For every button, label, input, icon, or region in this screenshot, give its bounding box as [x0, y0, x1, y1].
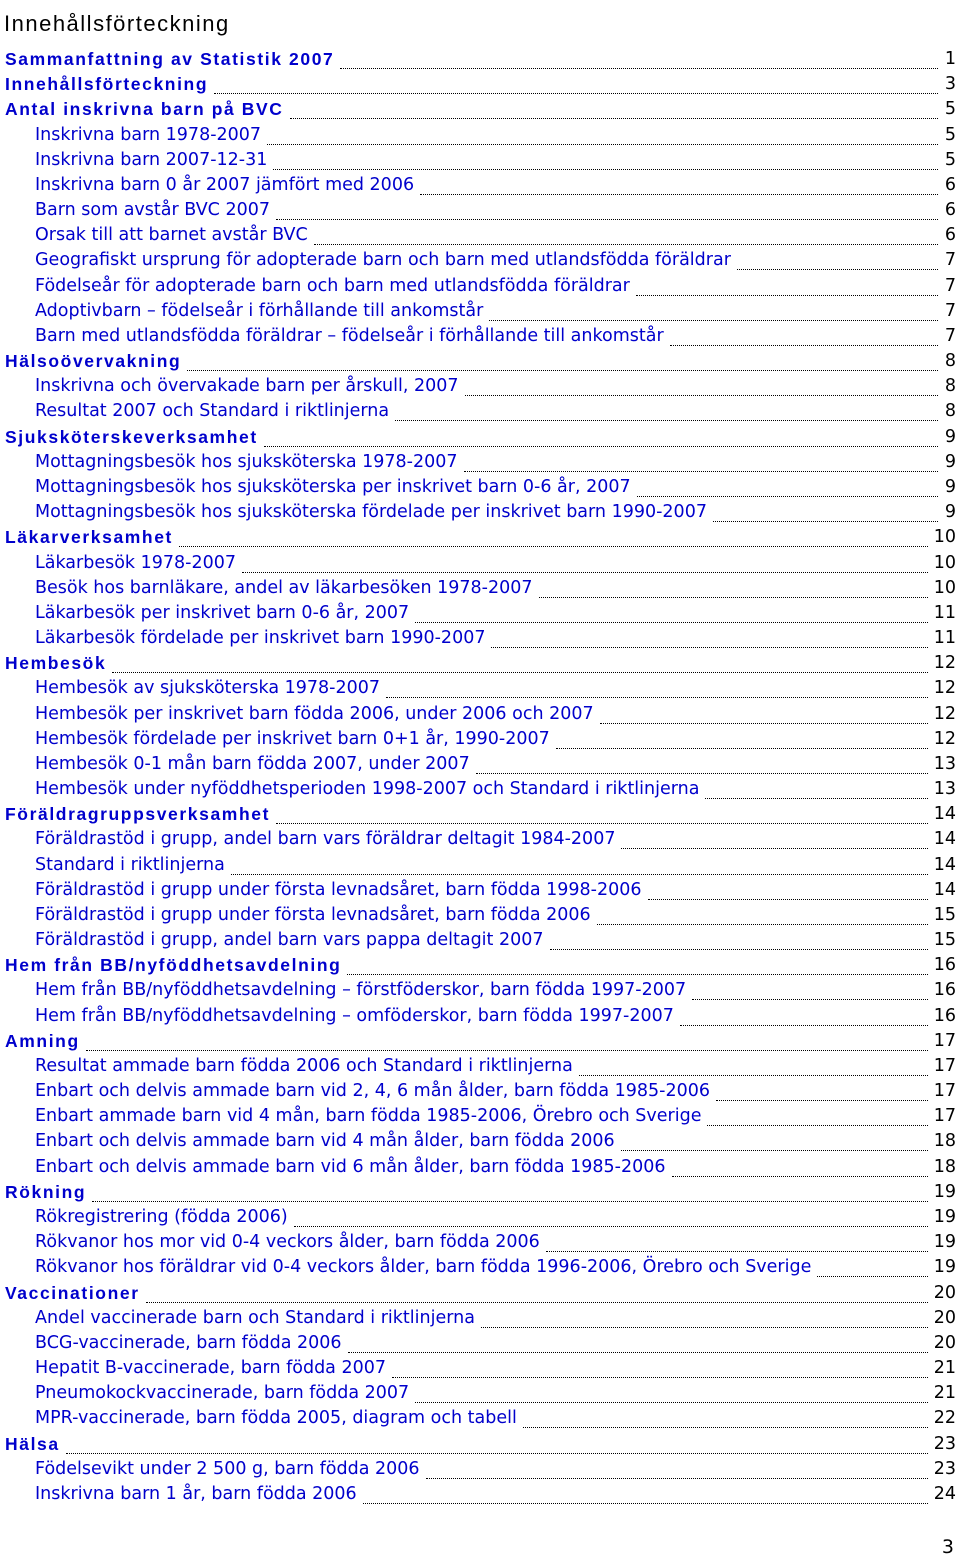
- dot-leader: [231, 858, 928, 875]
- toc-section-link[interactable]: [0, 1431, 960, 1456]
- toc-entry-title[interactable]: Inskrivna och övervakade barn per årskull, 2007: [35, 376, 459, 397]
- toc-entry-title[interactable]: Inskrivna barn 0 år 2007 jämfört med 2006: [35, 174, 415, 195]
- toc-entry-title[interactable]: Sammanfattning av Statistik 2007: [5, 49, 335, 70]
- toc-subsection-link[interactable]: [0, 550, 960, 575]
- toc-entry-title[interactable]: Hem från BB/nyföddhetsavdelning: [5, 955, 342, 976]
- toc-subsection-link[interactable]: [0, 1457, 960, 1482]
- toc-entry-page-number[interactable]: 17: [933, 1106, 956, 1127]
- toc-entry-title[interactable]: Rökvanor hos föräldrar vid 0-4 veckors ålder, barn födda 1996-2006, Örebro och Sverige: [35, 1257, 812, 1278]
- toc-subsection-link[interactable]: [0, 1331, 960, 1356]
- dot-leader: [264, 430, 938, 447]
- dot-leader: [597, 908, 928, 925]
- toc-entry-title[interactable]: Resultat ammade barn födda 2006 och Standard i riktlinjerna: [35, 1055, 573, 1076]
- dot-leader: [214, 77, 938, 94]
- toc-subsection-link[interactable]: [0, 1306, 960, 1331]
- dot-leader: [465, 379, 939, 396]
- toc-entry-page-number[interactable]: 3: [944, 74, 956, 95]
- toc-entry-title[interactable]: BCG-vaccinerade, barn födda 2006: [35, 1332, 342, 1353]
- toc-entry-title[interactable]: Orsak till att barnet avstår BVC: [35, 225, 308, 246]
- toc-entry-title[interactable]: Pneumokockvaccinerade, barn födda 2007: [35, 1383, 410, 1404]
- toc-entry-page-number[interactable]: 6: [944, 225, 956, 246]
- dot-leader: [481, 1311, 928, 1328]
- dot-leader: [290, 102, 938, 119]
- toc-entry-title[interactable]: Hembesök per inskrivet barn födda 2006, under 2006 och 2007: [35, 703, 594, 724]
- toc-subsection-link[interactable]: [0, 1381, 960, 1406]
- toc-entry-page-number[interactable]: 24: [933, 1483, 956, 1504]
- dot-leader: [621, 1134, 928, 1151]
- toc-entry-page-number[interactable]: 9: [944, 426, 956, 447]
- dot-leader: [692, 983, 928, 1000]
- toc-subsection-link[interactable]: [0, 299, 960, 324]
- dot-leader: [680, 1009, 928, 1026]
- dot-leader: [340, 52, 938, 69]
- toc-subsection-link[interactable]: [0, 827, 960, 852]
- toc-entry-title[interactable]: Mottagningsbesök hos sjuksköterska per inskrivet barn 0-6 år, 2007: [35, 477, 631, 497]
- toc-entry-page-number[interactable]: 10: [933, 577, 956, 598]
- toc-subsection-link[interactable]: [0, 1104, 960, 1129]
- toc-subsection-link[interactable]: [0, 752, 960, 777]
- toc-entry-title[interactable]: Inskrivna barn 1 år, barn födda 2006: [35, 1483, 357, 1504]
- toc-entry-title[interactable]: Besök hos barnläkare, andel av läkarbesöken 1978-2007: [35, 577, 533, 598]
- toc-entry-page-number[interactable]: 8: [944, 376, 956, 397]
- toc-entry-page-number[interactable]: 19: [933, 1181, 956, 1202]
- toc-entry-title[interactable]: Rökning: [5, 1181, 87, 1202]
- toc-subsection-link[interactable]: [0, 475, 960, 500]
- toc-entry-title[interactable]: Läkarbesök 1978-2007: [35, 552, 237, 573]
- toc-entry-page-number[interactable]: 11: [933, 602, 956, 623]
- dot-leader: [294, 1210, 928, 1227]
- dot-leader: [491, 631, 927, 648]
- toc-entry-title[interactable]: Föräldragruppsverksamhet: [5, 804, 271, 825]
- toc-subsection-link[interactable]: [0, 1356, 960, 1381]
- toc-entry-page-number[interactable]: 6: [944, 200, 956, 221]
- toc-entry-page-number[interactable]: 5: [944, 149, 956, 170]
- toc-entry-title[interactable]: Hem från BB/nyföddhetsavdelning – omföderskor, barn födda 1997-2007: [35, 1005, 674, 1026]
- toc-entry-title[interactable]: Hembesök: [5, 653, 107, 674]
- toc-entry-page-number[interactable]: 5: [944, 124, 956, 145]
- toc-entry-title[interactable]: MPR-vaccinerade, barn födda 2005, diagram och tabell: [35, 1408, 517, 1429]
- dot-leader: [670, 329, 938, 346]
- toc-entry-title[interactable]: Barn som avstår BVC 2007: [35, 200, 271, 221]
- toc-entry-title[interactable]: Läkarbesök fördelade per inskrivet barn 1990-2007: [35, 628, 486, 649]
- toc-entry-page-number[interactable]: 14: [933, 829, 956, 850]
- toc-entry-title[interactable]: Enbart och delvis ammade barn vid 6 mån ålder, barn födda 1985-2006: [35, 1156, 666, 1177]
- toc-entry-title[interactable]: Innehållsförteckning: [5, 74, 209, 95]
- toc-entry-title[interactable]: Hembesök under nyföddhetsperioden 1998-2007 och Standard i riktlinjerna: [35, 779, 700, 800]
- toc-subsection-link[interactable]: [0, 500, 960, 525]
- dot-leader: [187, 354, 938, 371]
- dot-leader: [523, 1411, 928, 1428]
- toc-entry-title[interactable]: Föräldrastöd i grupp, andel barn vars pappa deltagit 2007: [35, 930, 544, 951]
- toc-section-link[interactable]: [0, 72, 960, 97]
- toc-subsection-link[interactable]: [0, 399, 960, 424]
- toc-entry-page-number[interactable]: 16: [933, 1005, 956, 1026]
- toc-section-link[interactable]: [0, 651, 960, 676]
- toc-subsection-link[interactable]: [0, 978, 960, 1003]
- toc-subsection-link[interactable]: [0, 1406, 960, 1431]
- toc-entry-page-number[interactable]: 6: [944, 174, 956, 195]
- toc-entry-page-number[interactable]: 12: [933, 703, 956, 724]
- dot-leader: [672, 1160, 928, 1177]
- toc-entry-title[interactable]: Föräldrastöd i grupp under första levnadsåret, barn födda 1998-2006: [35, 879, 642, 900]
- toc-entry-title[interactable]: Föräldrastöd i grupp, andel barn vars föräldrar deltagit 1984-2007: [35, 829, 616, 850]
- dot-leader: [415, 606, 928, 623]
- toc-entry-title[interactable]: Läkarbesök per inskrivet barn 0-6 år, 2007: [35, 602, 410, 623]
- toc-entry-page-number[interactable]: 21: [933, 1358, 956, 1379]
- dot-leader: [579, 1059, 928, 1076]
- toc-entry-title[interactable]: Hem från BB/nyföddhetsavdelning – förstföderskor, barn födda 1997-2007: [35, 980, 687, 1001]
- toc-entry-title[interactable]: Inskrivna barn 2007-12-31: [35, 149, 268, 170]
- toc-subsection-link[interactable]: [0, 1155, 960, 1180]
- toc-entry-title[interactable]: Inskrivna barn 1978-2007: [35, 124, 262, 145]
- dot-leader: [66, 1437, 928, 1454]
- toc-subsection-link[interactable]: [0, 1079, 960, 1104]
- toc-entry-page-number[interactable]: 18: [933, 1156, 956, 1177]
- toc-entry-page-number[interactable]: 11: [933, 628, 956, 649]
- toc-entry-page-number[interactable]: 17: [933, 1081, 956, 1102]
- toc-section-link[interactable]: [0, 47, 960, 72]
- toc-entry-page-number[interactable]: 12: [933, 728, 956, 749]
- toc-entry-title[interactable]: Enbart och delvis ammade barn vid 4 mån ålder, barn födda 2006: [35, 1131, 615, 1152]
- toc-subsection-link[interactable]: [0, 1054, 960, 1079]
- toc-entry-page-number[interactable]: 15: [933, 904, 956, 925]
- dot-leader: [546, 1235, 928, 1252]
- dot-leader: [347, 958, 927, 975]
- toc-entry-page-number[interactable]: 15: [933, 930, 956, 951]
- toc-subsection-link[interactable]: [0, 173, 960, 198]
- toc-entry-title[interactable]: Födelsevikt under 2 500 g, barn födda 2006: [35, 1458, 420, 1479]
- toc-entry-title[interactable]: Läkarverksamhet: [5, 527, 173, 548]
- toc-entry-title[interactable]: Hälsa: [5, 1433, 60, 1454]
- toc-entry-page-number[interactable]: 23: [933, 1433, 956, 1454]
- toc-entry-title[interactable]: Mottagningsbesök hos sjuksköterska 1978-2007: [35, 451, 458, 472]
- toc-entry-page-number[interactable]: 8: [944, 401, 956, 422]
- toc-subsection-link[interactable]: [0, 1482, 960, 1507]
- dot-leader: [86, 1034, 928, 1051]
- toc-subsection-link[interactable]: [0, 601, 960, 626]
- toc-entry-title[interactable]: Rökregistrering (födda 2006): [35, 1206, 288, 1227]
- page-title: Innehållsförteckning: [4, 10, 230, 36]
- dot-leader: [648, 883, 928, 900]
- toc-entry-page-number[interactable]: 14: [933, 879, 956, 900]
- toc-subsection-link[interactable]: [0, 1255, 960, 1280]
- toc-entry-title[interactable]: Adoptivbarn – födelseår i förhållande till ankomstår: [35, 300, 484, 321]
- dot-leader: [395, 404, 938, 421]
- toc-section-link[interactable]: [0, 97, 960, 122]
- toc-entry-page-number[interactable]: 17: [933, 1030, 956, 1051]
- dot-leader: [386, 681, 928, 698]
- toc-entry-page-number[interactable]: 10: [933, 552, 956, 573]
- dot-leader: [636, 279, 938, 296]
- toc-entry-page-number[interactable]: 18: [933, 1131, 956, 1152]
- toc-section-link[interactable]: [0, 525, 960, 550]
- dot-leader: [276, 203, 938, 220]
- dot-leader: [415, 1386, 928, 1403]
- toc-section-link[interactable]: [0, 1029, 960, 1054]
- toc-subsection-link[interactable]: [0, 1205, 960, 1230]
- dot-leader: [92, 1185, 928, 1202]
- dot-leader: [242, 556, 928, 573]
- toc-entry-title[interactable]: Enbart och delvis ammade barn vid 2, 4, 6 mån ålder, barn födda 1985-2006: [35, 1081, 711, 1102]
- dot-leader: [464, 455, 939, 472]
- toc-subsection-link[interactable]: [0, 878, 960, 903]
- toc-entry-page-number[interactable]: 1: [944, 49, 956, 70]
- dot-leader: [276, 807, 928, 824]
- dot-leader: [420, 178, 938, 195]
- toc-subsection-link[interactable]: [0, 1129, 960, 1154]
- dot-leader: [273, 153, 938, 170]
- toc-subsection-link[interactable]: [0, 676, 960, 701]
- toc-entry-page-number[interactable]: 13: [933, 779, 956, 800]
- toc-entry-page-number[interactable]: 19: [933, 1257, 956, 1278]
- dot-leader: [392, 1361, 928, 1378]
- toc-entry-page-number[interactable]: 21: [933, 1383, 956, 1404]
- toc-subsection-link[interactable]: [0, 1004, 960, 1029]
- toc-entry-title[interactable]: Hälsoövervakning: [5, 351, 182, 372]
- dot-leader: [489, 304, 938, 321]
- toc-entry-title[interactable]: Andel vaccinerade barn och Standard i riktlinjerna: [35, 1307, 475, 1328]
- toc-subsection-link[interactable]: [0, 123, 960, 148]
- dot-leader: [314, 228, 938, 245]
- dot-leader: [737, 253, 938, 270]
- toc-entry-title[interactable]: Födelseår för adopterade barn och barn med utlandsfödda föräldrar: [35, 275, 630, 296]
- toc-entry-page-number[interactable]: 16: [933, 980, 956, 1001]
- toc-entry-page-number[interactable]: 7: [944, 300, 956, 321]
- toc-entry-page-number[interactable]: 7: [944, 275, 956, 296]
- toc-entry-title[interactable]: Föräldrastöd i grupp under första levnadsåret, barn födda 2006: [35, 904, 591, 925]
- dot-leader: [716, 1084, 928, 1101]
- toc-entry-page-number[interactable]: 20: [933, 1332, 956, 1353]
- toc-entry-page-number[interactable]: 19: [933, 1206, 956, 1227]
- toc-entry-title[interactable]: Barn med utlandsfödda föräldrar – födelseår i förhållande till ankomstår: [35, 325, 664, 346]
- toc-entry-title[interactable]: Hepatit B-vaccinerade, barn födda 2007: [35, 1358, 386, 1379]
- dot-leader: [550, 933, 928, 950]
- toc-entry-page-number[interactable]: 17: [933, 1055, 956, 1076]
- toc-entry-page-number[interactable]: 22: [933, 1408, 956, 1429]
- toc-entry-title[interactable]: Enbart ammade barn vid 4 mån, barn födda 1985-2006, Örebro och Sverige: [35, 1106, 702, 1127]
- dot-leader: [476, 757, 928, 774]
- toc-entry-title[interactable]: Hembesök av sjuksköterska 1978-2007: [35, 678, 380, 699]
- toc-subsection-link[interactable]: [0, 198, 960, 223]
- toc-entry-page-number[interactable]: 9: [944, 451, 956, 472]
- toc-subsection-link[interactable]: [0, 248, 960, 273]
- toc-entry-page-number[interactable]: 12: [933, 653, 956, 674]
- dot-leader: [707, 1109, 927, 1126]
- toc-subsection-link[interactable]: [0, 576, 960, 601]
- toc-entry-page-number[interactable]: 13: [933, 753, 956, 774]
- dot-leader: [713, 505, 938, 522]
- toc-entry-title[interactable]: Sjuksköterskeverksamhet: [5, 426, 258, 447]
- toc-entry-title[interactable]: Antal inskrivna barn på BVC: [5, 99, 284, 120]
- toc-entry-page-number[interactable]: 7: [944, 250, 956, 271]
- toc-subsection-link[interactable]: [0, 853, 960, 878]
- toc-subsection-link[interactable]: [0, 450, 960, 475]
- toc-subsection-link[interactable]: [0, 1230, 960, 1255]
- toc-subsection-link[interactable]: [0, 374, 960, 399]
- toc-subsection-link[interactable]: [0, 903, 960, 928]
- dot-leader: [600, 707, 928, 724]
- toc-entry-page-number[interactable]: 19: [933, 1232, 956, 1253]
- toc-entry-page-number[interactable]: 9: [944, 477, 956, 497]
- toc-section-link[interactable]: [0, 425, 960, 450]
- dot-leader: [146, 1286, 928, 1303]
- table-of-contents: [0, 47, 960, 1507]
- toc-subsection-link[interactable]: [0, 324, 960, 349]
- toc-subsection-link[interactable]: [0, 928, 960, 953]
- toc-subsection-link[interactable]: [0, 274, 960, 299]
- dot-leader: [363, 1487, 928, 1504]
- toc-entry-page-number[interactable]: 14: [933, 804, 956, 825]
- dot-leader: [556, 732, 928, 749]
- dot-leader: [112, 656, 927, 673]
- toc-subsection-link[interactable]: [0, 701, 960, 726]
- toc-entry-page-number[interactable]: 20: [933, 1307, 956, 1328]
- toc-subsection-link[interactable]: [0, 223, 960, 248]
- dot-leader: [817, 1260, 927, 1277]
- toc-entry-page-number[interactable]: 12: [933, 678, 956, 699]
- toc-entry-page-number[interactable]: 20: [933, 1282, 956, 1303]
- dot-leader: [705, 782, 927, 799]
- toc-section-link[interactable]: [0, 349, 960, 374]
- dot-leader: [348, 1336, 928, 1353]
- toc-section-link[interactable]: [0, 953, 960, 978]
- toc-subsection-link[interactable]: [0, 148, 960, 173]
- toc-entry-page-number[interactable]: 16: [933, 955, 956, 976]
- toc-subsection-link[interactable]: [0, 777, 960, 802]
- toc-entry-title[interactable]: Mottagningsbesök hos sjuksköterska fördelade per inskrivet barn 1990-2007: [35, 502, 707, 523]
- toc-entry-title[interactable]: Amning: [5, 1030, 80, 1051]
- toc-entry-page-number[interactable]: 23: [933, 1458, 956, 1479]
- toc-entry-page-number[interactable]: 8: [944, 351, 956, 372]
- toc-entry-title[interactable]: Hembesök 0-1 mån barn födda 2007, under 2007: [35, 753, 470, 774]
- toc-entry-page-number[interactable]: 14: [933, 854, 956, 875]
- toc-entry-page-number[interactable]: 5: [944, 99, 956, 120]
- toc-section-link[interactable]: [0, 1280, 960, 1305]
- toc-entry-title[interactable]: Vaccinationer: [5, 1282, 140, 1303]
- toc-entry-title[interactable]: Standard i riktlinjerna: [35, 854, 225, 875]
- dot-leader: [267, 128, 938, 145]
- page-number: 3: [941, 1536, 954, 1558]
- toc-subsection-link[interactable]: [0, 626, 960, 651]
- toc-entry-page-number[interactable]: 7: [944, 325, 956, 346]
- toc-subsection-link[interactable]: [0, 727, 960, 752]
- toc-entry-page-number[interactable]: 10: [933, 527, 956, 548]
- dot-leader: [426, 1462, 928, 1479]
- toc-entry-title[interactable]: Hembesök fördelade per inskrivet barn 0+1 år, 1990-2007: [35, 728, 550, 749]
- toc-entry-title[interactable]: Resultat 2007 och Standard i riktlinjerna: [35, 401, 390, 422]
- toc-section-link[interactable]: [0, 1180, 960, 1205]
- dot-leader: [179, 530, 928, 547]
- dot-leader: [621, 832, 927, 849]
- toc-entry-title[interactable]: Geografiskt ursprung för adopterade barn och barn med utlandsfödda föräldrar: [35, 250, 731, 271]
- toc-entry-title[interactable]: Rökvanor hos mor vid 0-4 veckors ålder, barn födda 2006: [35, 1232, 540, 1253]
- toc-entry-page-number[interactable]: 9: [944, 502, 956, 523]
- dot-leader: [539, 581, 928, 598]
- toc-section-link[interactable]: [0, 802, 960, 827]
- dot-leader: [637, 480, 938, 497]
